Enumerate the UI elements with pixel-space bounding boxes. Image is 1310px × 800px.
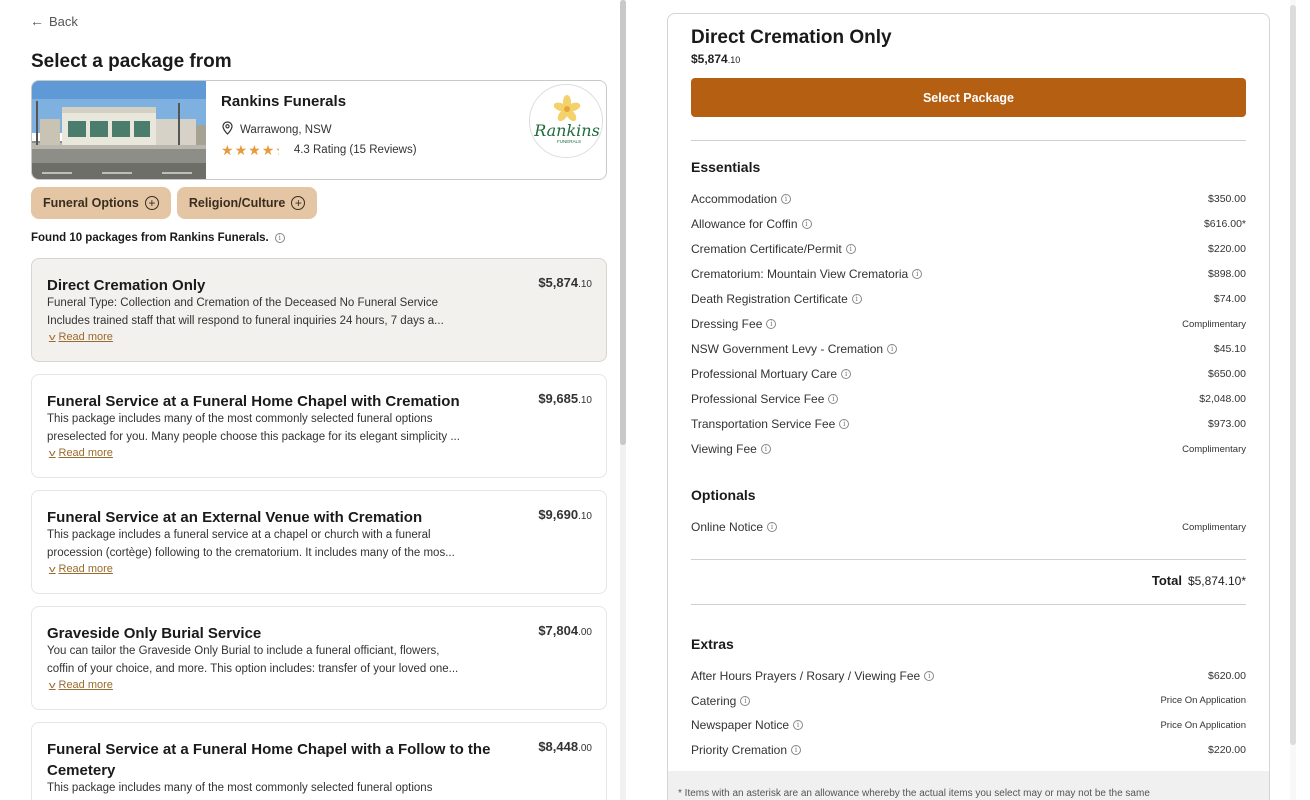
- line-item: [691, 414, 1246, 434]
- info-icon[interactable]: i: [767, 522, 777, 532]
- read-more-link[interactable]: v Read more: [48, 679, 113, 691]
- package-price: $5,874.10: [538, 275, 592, 290]
- star-icon: ★: [248, 142, 261, 158]
- line-item-label: [691, 520, 777, 534]
- chevron-down-icon: v: [48, 564, 56, 574]
- line-item: [691, 264, 1246, 284]
- left-scrollbar[interactable]: [620, 0, 626, 800]
- line-item-value: $45.10: [1213, 343, 1246, 355]
- info-icon[interactable]: i: [766, 319, 776, 329]
- line-item-label: [691, 267, 922, 281]
- chevron-down-icon: v: [48, 680, 56, 690]
- line-item-label-text: Accommodation: [691, 192, 778, 206]
- line-item-label-text: Catering: [691, 693, 737, 708]
- line-item: [691, 715, 1246, 735]
- chevron-down-icon: v: [48, 448, 56, 458]
- line-item-value: $620.00: [1208, 670, 1246, 682]
- line-item-value: $350.00: [1208, 193, 1246, 205]
- info-icon[interactable]: i: [852, 294, 862, 304]
- scrollbar-thumb[interactable]: [1290, 5, 1296, 745]
- line-item-value: Complimentary: [1182, 318, 1246, 330]
- read-more-link[interactable]: v Read more: [48, 331, 113, 343]
- line-item-label: [691, 669, 934, 683]
- provider-logo: [529, 84, 603, 158]
- line-item-label-text: Online Notice: [691, 520, 764, 534]
- line-item-label-text: After Hours Prayers / Rosary / Viewing Fee: [691, 669, 921, 683]
- info-icon[interactable]: i: [275, 233, 285, 243]
- extras-heading: Extras: [691, 636, 734, 652]
- plus-circle-icon: +: [145, 196, 159, 210]
- info-icon[interactable]: i: [793, 720, 803, 730]
- line-item-value: $898.00: [1208, 268, 1246, 280]
- line-item-label-text: Priority Cremation: [691, 742, 788, 757]
- package-card-external-venue[interactable]: [31, 490, 607, 594]
- info-icon[interactable]: i: [740, 696, 750, 706]
- filter-religion-culture[interactable]: [177, 187, 318, 219]
- line-item-value: $74.00: [1213, 293, 1246, 305]
- star-icon: ★: [261, 142, 275, 158]
- detail-title: Direct Cremation Only: [691, 27, 892, 48]
- line-item: [691, 364, 1246, 384]
- line-item-label: [691, 417, 849, 431]
- line-item-label: [691, 292, 862, 306]
- package-price: $7,804.00: [538, 623, 592, 638]
- package-title: Funeral Service at an External Venue with Cremation: [47, 509, 423, 526]
- optionals-heading: Optionals: [691, 487, 756, 503]
- line-item: [691, 666, 1246, 686]
- map-pin-icon: [221, 121, 234, 138]
- info-icon[interactable]: i: [924, 671, 934, 681]
- logo-subtext: FUNERALS: [556, 139, 582, 144]
- line-item-label-text: Dressing Fee: [691, 317, 763, 331]
- asterisk-footnote: * Items with an asterisk are an allowance whereby the actual items you select may or may not be the same: [668, 771, 1270, 800]
- divider: [691, 140, 1246, 141]
- rating-stars: [221, 143, 288, 157]
- info-icon[interactable]: i: [839, 419, 849, 429]
- package-title: Direct Cremation Only: [47, 277, 206, 294]
- logo-text: Rankins: [534, 121, 600, 140]
- line-item-label: [691, 392, 838, 406]
- line-item-value: $220.00: [1208, 243, 1246, 255]
- divider: [691, 559, 1246, 560]
- info-icon[interactable]: i: [802, 219, 812, 229]
- detail-price: $5,874.10: [691, 52, 741, 66]
- page-title: Select a package from: [31, 51, 232, 72]
- provider-card[interactable]: [31, 80, 607, 180]
- line-item-value: Complimentary: [1182, 521, 1246, 533]
- line-item-label-text: Allowance for Coffin: [691, 217, 798, 231]
- package-price: $9,685.10: [538, 391, 592, 406]
- line-item-value: Price On Application: [1160, 695, 1246, 706]
- provider-rating: [221, 143, 417, 157]
- line-item-label-text: Professional Mortuary Care: [691, 367, 838, 381]
- read-more-link[interactable]: v Read more: [48, 563, 113, 575]
- filter-chips: [31, 187, 317, 219]
- info-icon[interactable]: i: [841, 369, 851, 379]
- package-title: Funeral Service at a Funeral Home Chapel with a Follow to the Cemetery: [47, 741, 491, 779]
- info-icon[interactable]: i: [887, 344, 897, 354]
- package-description: This package includes many of the most commonly selected funeral options preselected for you. Many people choose this package for its elegant simplicity ...: [47, 413, 460, 443]
- line-item-value: $650.00: [1208, 368, 1246, 380]
- provider-location: [221, 121, 332, 138]
- total-row: [691, 573, 1246, 588]
- line-item-label: [691, 342, 897, 356]
- line-item: [691, 239, 1246, 259]
- select-package-button[interactable]: Select Package: [691, 78, 1246, 117]
- line-item-label-text: Crematorium: Mountain View Crematoria: [691, 267, 909, 281]
- star-icon: ★: [234, 142, 248, 158]
- scrollbar-thumb[interactable]: [620, 0, 626, 445]
- package-card-chapel-cremation[interactable]: [31, 374, 607, 478]
- line-item-label-text: Viewing Fee: [691, 442, 757, 456]
- filter-funeral-options[interactable]: [31, 187, 171, 219]
- filter-label: Religion/Culture: [188, 196, 286, 210]
- package-price: $8,448.00: [538, 739, 592, 754]
- read-more-link[interactable]: v Read more: [48, 447, 113, 459]
- provider-photo: [32, 81, 206, 180]
- package-description: This package includes many of the most commonly selected funeral options: [47, 782, 433, 794]
- info-icon[interactable]: i: [828, 394, 838, 404]
- line-item-label: [691, 694, 750, 708]
- line-item: [691, 691, 1246, 711]
- line-item-label: [691, 442, 771, 456]
- line-item: [691, 314, 1246, 334]
- line-item-label-text: Professional Service Fee: [691, 392, 825, 406]
- line-item-label: [691, 242, 856, 256]
- chevron-down-icon: v: [48, 332, 56, 342]
- line-item: [691, 289, 1246, 309]
- package-title: Funeral Service at a Funeral Home Chapel with Cremation: [47, 393, 460, 410]
- line-item: [691, 517, 1246, 537]
- line-item-label: [691, 718, 803, 732]
- line-item-label-text: NSW Government Levy - Cremation: [691, 342, 884, 356]
- line-item-label: [691, 192, 791, 206]
- info-icon[interactable]: i: [791, 745, 801, 755]
- line-item: [691, 214, 1246, 234]
- line-item: [691, 439, 1246, 459]
- package-detail-panel: [667, 13, 1270, 800]
- package-description: You can tailor the Graveside Only Burial to include a funeral officiant, flowers, coffin of your choice, and more. This option includes: transfer of your loved one...: [47, 645, 459, 675]
- total-label: Total: [1151, 573, 1182, 588]
- package-description: This package includes a funeral service at a chapel or church with a funeral procession (cortège) following to the crematorium. It includes many of the mos...: [47, 529, 455, 559]
- arrow-left-icon: ←: [30, 13, 44, 29]
- line-item-label-text: Newspaper Notice: [691, 718, 790, 732]
- line-item-value: $973.00: [1208, 418, 1246, 430]
- line-item-value: Price On Application: [1160, 719, 1246, 731]
- line-item-label: [691, 317, 776, 331]
- package-list-panel: [0, 0, 620, 800]
- line-item: [691, 339, 1246, 359]
- line-item-label: [691, 743, 801, 757]
- plus-circle-icon: +: [291, 196, 305, 210]
- right-scrollbar[interactable]: [1290, 0, 1296, 800]
- package-price: $9,690.10: [538, 507, 592, 522]
- line-item-value: $616.00*: [1203, 218, 1246, 230]
- info-icon[interactable]: i: [761, 444, 771, 454]
- package-card-direct-cremation[interactable]: [31, 258, 607, 362]
- line-item-label: [691, 367, 851, 381]
- info-icon[interactable]: i: [846, 244, 856, 254]
- line-item: [691, 740, 1246, 760]
- line-item-label-text: Cremation Certificate/Permit: [691, 242, 842, 256]
- info-icon[interactable]: i: [781, 194, 791, 204]
- package-card-graveside[interactable]: [31, 606, 607, 710]
- line-item-label-text: Transportation Service Fee: [691, 417, 836, 431]
- back-link[interactable]: [30, 13, 78, 29]
- results-count: [31, 232, 285, 244]
- filter-label: Funeral Options: [43, 196, 139, 210]
- package-title: Graveside Only Burial Service: [47, 625, 262, 642]
- line-item-value: $220.00: [1208, 743, 1246, 756]
- divider: [691, 604, 1246, 605]
- line-item-value: $2,048.00: [1199, 393, 1246, 405]
- line-item-value: Complimentary: [1182, 443, 1246, 455]
- back-label: Back: [49, 13, 78, 29]
- package-card-chapel-cemetery[interactable]: [31, 722, 607, 800]
- package-description: Funeral Type: Collection and Cremation of the Deceased No Funeral Service Includes trained staff that will respond to funeral inquiries 24 hours, 7 days a...: [47, 297, 444, 327]
- rating-text: 4.3 Rating (15 Reviews): [293, 144, 417, 156]
- essentials-heading: Essentials: [691, 159, 761, 175]
- line-item: [691, 189, 1246, 209]
- total-value: $5,874.10*: [1187, 574, 1246, 588]
- half-star-icon: ★: [275, 142, 288, 158]
- results-count-text: Found 10 packages from Rankins Funerals.: [31, 232, 269, 244]
- provider-name: Rankins Funerals: [221, 93, 347, 110]
- star-icon: ★: [221, 142, 234, 158]
- provider-location-text: Warrawong, NSW: [240, 123, 332, 136]
- info-icon[interactable]: i: [912, 269, 922, 279]
- line-item: [691, 389, 1246, 409]
- line-item-label-text: Death Registration Certificate: [691, 292, 848, 306]
- line-item-label: [691, 217, 812, 231]
